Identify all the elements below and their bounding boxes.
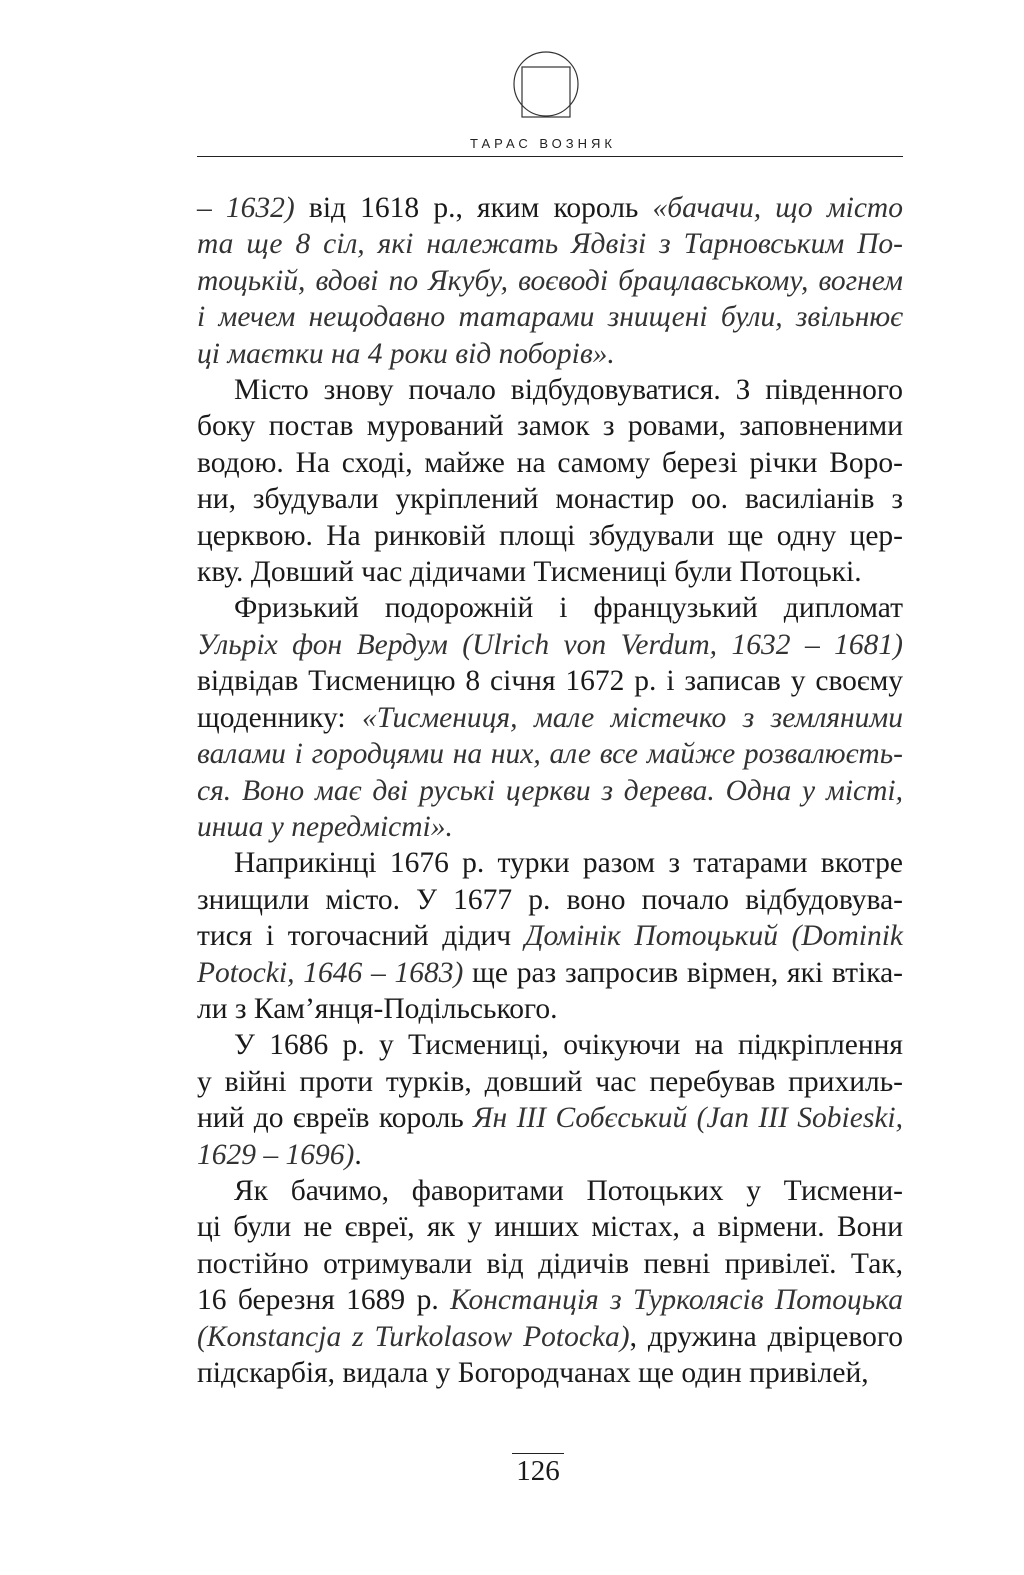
text-line [197, 190, 903, 226]
italic-text-run: «бачачи, що місто [652, 192, 903, 224]
text-line [197, 481, 903, 517]
running-header-author: ТАРАС ВОЗНЯК [470, 136, 616, 151]
text-run: , дружина двірцевого [629, 1320, 903, 1353]
italic-text-run: Констанція з Турколясів Потоцька [450, 1284, 903, 1317]
text-run: У 1686 р. у Тисмениці, очікуючи на підкріплення [234, 1029, 903, 1062]
text-line [197, 518, 903, 554]
text-run: ли з Кам’янця-Подільського. [197, 992, 558, 1025]
italic-text-run: (Konstancja z Turkolasow Potocka) [197, 1320, 630, 1353]
text-line [197, 263, 903, 299]
header-divider [197, 156, 903, 157]
italic-text-run: валами і городцями на них, але все майже розвалюєть- [197, 738, 903, 771]
text-run: Фризький подорожній і французький дипломат [234, 592, 903, 625]
italic-text-run: инша у передмісті». [197, 810, 453, 843]
text-run: . [354, 1138, 362, 1171]
text-run: відвідав Тисменицю 8 січня 1672 р. і записав у своєму [197, 665, 903, 698]
text-line [197, 1173, 903, 1209]
text-line [197, 445, 903, 481]
italic-text-run: Ян ІІІ Собєський (Jan III Sobieski, [473, 1102, 903, 1135]
text-line [197, 1209, 903, 1245]
text-line [197, 336, 903, 372]
text-line [197, 627, 903, 663]
italic-text-run: та ще 8 сіл, які належать Ядвізі з Тарновським По- [197, 228, 903, 261]
text-line [197, 1319, 903, 1355]
text-line [197, 700, 903, 736]
text-line [197, 408, 903, 444]
text-line [197, 736, 903, 772]
page-number: 126 [512, 1453, 564, 1488]
italic-text-run: Ульріх фон Вердум (Ulrich von Verdum, 1632 – 1681) [197, 628, 903, 661]
text-run: знищили місто. У 1677 р. воно почало відбудовува- [197, 883, 903, 916]
italic-text-run: Домінік Потоцький (Dominik [524, 920, 903, 953]
italic-text-run: Potocki, 1646 – 1683) [197, 956, 464, 989]
text-run: ці були не євреї, як у инших містах, а вірмени. Вони [197, 1211, 903, 1244]
text-line [197, 991, 903, 1027]
text-line [197, 1027, 903, 1063]
text-line [197, 1064, 903, 1100]
italic-text-run: і мечем нещодавно татарами знищені були, звільнює [197, 301, 903, 334]
text-line [197, 1355, 903, 1391]
text-run: у війні проти турків, довший час перебував прихиль- [197, 1065, 903, 1098]
text-line [197, 1246, 903, 1282]
text-line [197, 773, 903, 809]
text-line [197, 590, 903, 626]
text-line [197, 845, 903, 881]
italic-text-run: 1629 – 1696) [197, 1138, 355, 1171]
page-number-container [0, 1453, 1024, 1488]
text-line [197, 809, 903, 845]
text-run: церквою. На ринковій площі збудували ще одну цер- [197, 519, 903, 552]
text-run: постійно отримували від дідичів певні привілеї. Так, [197, 1247, 903, 1280]
italic-text-run: ся. Воно має дві руські церкви з дерева. Одна у місті, [197, 774, 903, 807]
text-line [197, 1137, 903, 1173]
text-run: кву. Довший час дідичами Тисмениці були Потоцькі. [197, 556, 862, 589]
text-run: від 1618 р., яким король [294, 192, 653, 224]
text-run: ни, збудували укріплений монастир оо. василіанів з [197, 483, 903, 516]
text-line [197, 663, 903, 699]
text-line [197, 882, 903, 918]
text-run: Як бачимо, фаворитами Потоцьких у Тисмени- [234, 1174, 903, 1207]
logo-circle-square-icon [512, 50, 580, 118]
text-run: Наприкінці 1676 р. турки разом з татарами вкотре [234, 847, 903, 880]
text-line [197, 918, 903, 954]
text-line [197, 1100, 903, 1136]
text-line [197, 372, 903, 408]
text-line [197, 226, 903, 262]
text-line [197, 554, 903, 590]
text-run: ще раз запросив вірмен, які втіка- [463, 956, 903, 989]
text-run: ний до євреїв король [197, 1102, 474, 1135]
italic-text-run: ці маєтки на 4 роки від поборів». [197, 337, 615, 370]
italic-text-run: – 1632) [197, 192, 295, 224]
text-run: підскарбія, видала у Богородчанах ще один привілей, [197, 1357, 869, 1389]
text-line [197, 299, 903, 335]
text-run: тися і тогочасний дідич [197, 920, 525, 953]
italic-text-run: «Тисмениця, мале містечко з земляними [362, 701, 903, 734]
text-line [197, 1282, 903, 1318]
text-run: 16 березня 1689 р. [197, 1284, 451, 1317]
text-line [197, 955, 903, 991]
body-text [197, 190, 903, 1391]
text-run: щоденнику: [197, 701, 363, 734]
text-run: боку постав мурований замок з ровами, заповненими [197, 410, 903, 443]
italic-text-run: тоцькій, вдові по Якубу, воєводі брацлавському, вогнем [197, 264, 903, 297]
text-run: водою. На сході, майже на самому березі річки Воро- [197, 446, 903, 479]
text-run: Місто знову почало відбудовуватися. З південного [234, 374, 903, 407]
